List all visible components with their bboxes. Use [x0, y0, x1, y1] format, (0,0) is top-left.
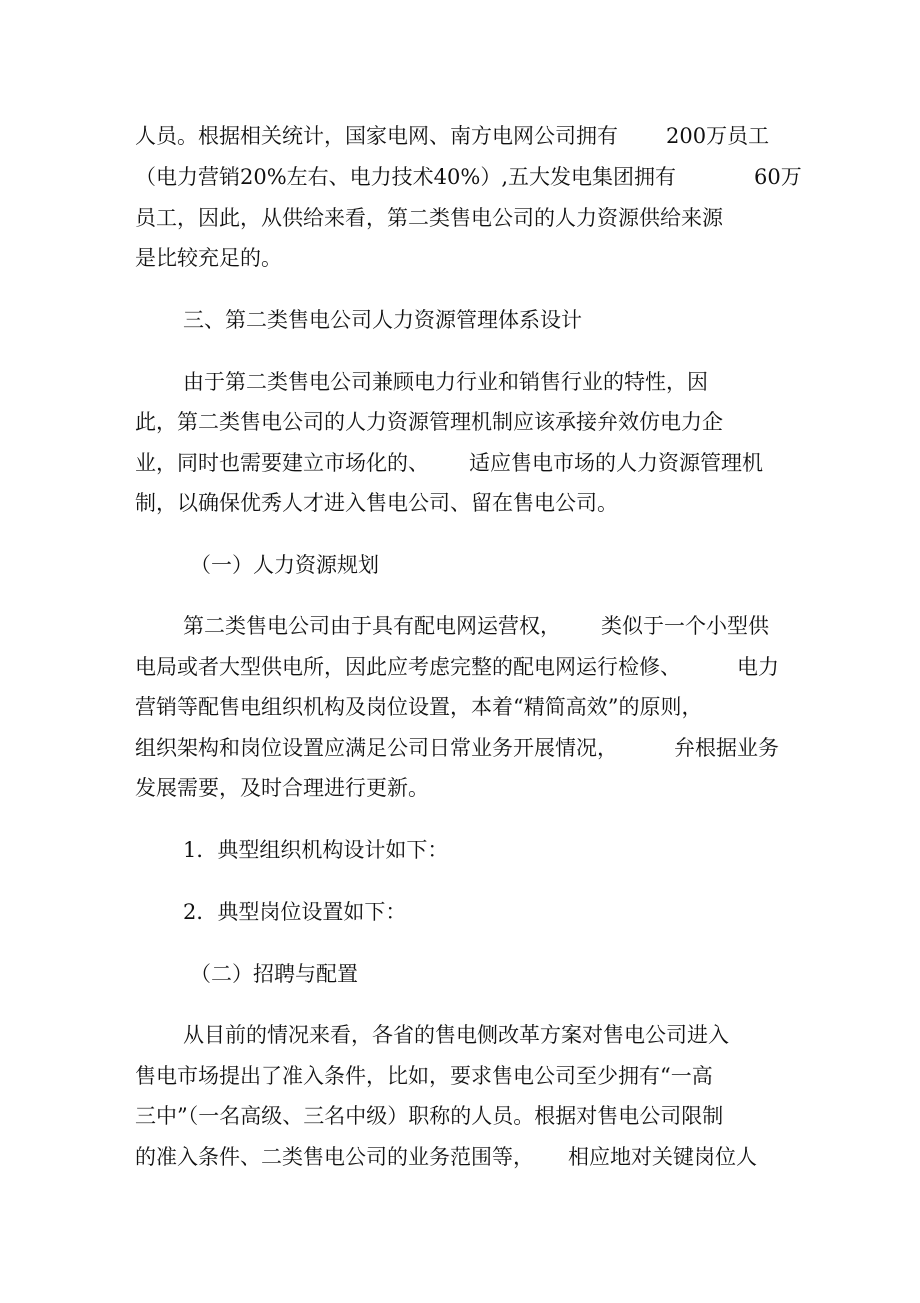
text-segment: 第二类售电公司由于具有配电网运营权， [183, 614, 561, 638]
paragraph-3-line-1 [183, 611, 769, 641]
text-segment: 适应售电市场的人力资源管理机 [469, 451, 763, 475]
paragraph-4-line-1: 从目前的情况来看，各省的售电侧改革方案对售电公司进入 [183, 1023, 729, 1047]
text-segment: 相应地对关键岗位人 [568, 1145, 757, 1169]
paragraph-3-line-2 [135, 652, 779, 682]
text-segment: 电力 [737, 655, 779, 679]
text-segment: 类似于一个小型供 [601, 614, 769, 638]
paragraph-1-line-1 [135, 121, 769, 151]
list-item-2: 2．典型岗位设置如下： [183, 900, 407, 924]
paragraph-1-line-2 [135, 162, 802, 192]
text-segment: 200万员工 [666, 124, 770, 148]
text-segment: 60万 [754, 165, 802, 189]
subheading-recruitment: （二）招聘与配置 [190, 962, 358, 986]
text-segment: 组织架构和岗位设置应满足公司日常业务开展情况， [135, 736, 618, 760]
text-segment: 的准入条件、二类售电公司的业务范围等， [135, 1145, 534, 1169]
paragraph-2-line-2: 此，第二类售电公司的人力资源管理机制应该承接弁效仿电力企 [135, 410, 723, 434]
text-segment: 业，同时也需要建立市场化的、 [135, 451, 429, 475]
paragraph-2-line-4: 制，以确保优秀人才进入售电公司、留在售电公司。 [135, 491, 618, 515]
text-segment: 电局或者大型供电所，因此应考虑完整的配电网运行检修、 [135, 655, 681, 679]
paragraph-1-line-4: 是比较充足的。 [135, 246, 282, 270]
text-segment: （电力营销20%左右、电力技术40%）,五大发电集团拥有 [135, 165, 677, 189]
text-segment: 人员。根据相关统计，国家电网、南方电网公司拥有 [135, 124, 618, 148]
paragraph-3-line-4 [135, 733, 779, 763]
paragraph-2-line-3 [135, 448, 763, 478]
paragraph-4-line-4 [135, 1142, 757, 1172]
paragraph-3-line-3: 营销等配售电组织机构及岗位设置，本着“精简高效”的原则， [135, 695, 703, 719]
paragraph-4-line-2: 售电市场提出了准入条件，比如，要求售电公司至少拥有“一高 [135, 1064, 713, 1088]
subheading-hr-planning: （一）人力资源规划 [190, 553, 379, 577]
section-heading-3: 三、第二类售电公司人力资源管理体系设计 [183, 308, 582, 332]
text-segment: 弁根据业务 [674, 736, 779, 760]
paragraph-3-line-5: 发展需要，及时合理进行更新。 [135, 776, 429, 800]
paragraph-1-line-3: 员工，因此，从供给来看，第二类售电公司的人力资源供给来源 [135, 206, 723, 230]
paragraph-2-line-1: 由于第二类售电公司兼顾电力行业和销售行业的特性，因 [183, 370, 708, 394]
paragraph-4-line-3: 三中”（一名高级、三名中级）职称的人员。根据对售电公司限制 [135, 1104, 724, 1128]
list-item-1: 1．典型组织机构设计如下： [183, 838, 449, 862]
